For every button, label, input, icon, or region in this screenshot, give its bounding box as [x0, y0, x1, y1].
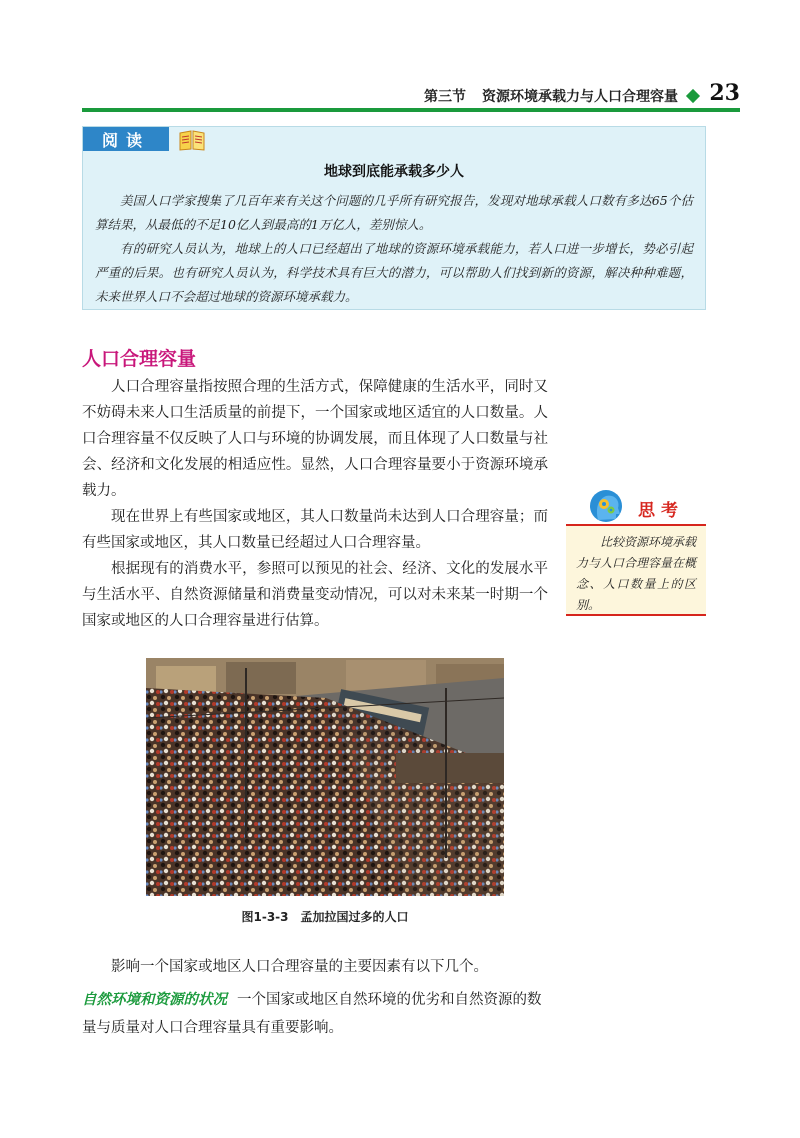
reading-paragraph: 美国人口学家搜集了几百年来有关这个问题的几乎所有研究报告，发现对地球承载人口数有多达65个估算结果，从最低的不足10亿人到最高的1万亿人，差别惊人。 — [95, 193, 693, 232]
reading-paragraph: 有的研究人员认为，地球上的人口已经超出了地球的资源环境承载能力，若人口进一步增长，势必引起严重的后果。也有研究人员认为，科学技术具有巨大的潜力，可以帮助人们找到新的资源，解决种种难题，未来世界人口不会超过地球的资源环境承载力。 — [95, 241, 693, 304]
reading-body — [95, 189, 693, 309]
body-paragraph: 人口合理容量指按照合理的生活方式，保障健康的生活水平，同时又不妨碍未来人口生活质量的前提下，一个国家或地区适宜的人口数量。人口合理容量不仅反映了人口与环境的协调发展，而且体现了人口数量与社会、经济和文化发展的相适应性。显然，人口合理容量要小于资源环境承载力。 — [82, 379, 548, 499]
factor-heading: 自然环境和资源的状况 — [82, 992, 227, 1008]
section-number: 第三节 — [424, 89, 466, 105]
factor-text: 一个国家或地区自然环境的优劣和自然资源的数量与质量对人口合理容量具有重要影响。 — [82, 992, 542, 1036]
reading-tag: 阅读 — [83, 127, 169, 151]
running-head — [424, 86, 678, 106]
page-header — [82, 80, 740, 112]
reading-box — [82, 126, 706, 310]
header-rule — [82, 108, 740, 112]
open-book-icon — [177, 128, 207, 152]
section-heading: 人口合理容量 — [82, 348, 197, 370]
factors-intro — [82, 954, 602, 980]
figure-number: 图1-3-3 — [241, 910, 289, 924]
think-rule — [566, 614, 706, 616]
head-gears-icon — [588, 488, 628, 528]
think-label: 思考 — [638, 501, 684, 521]
page-number: 23 — [709, 80, 740, 106]
think-text: 比较资源环境承载力与人口合理容量在概念、人口数量上的区别。 — [576, 535, 697, 612]
think-box — [566, 488, 706, 628]
body-paragraph: 影响一个国家或地区人口合理容量的主要因素有以下几个。 — [111, 959, 488, 975]
factor-item — [82, 986, 552, 1042]
section-title: 资源环境承载力与人口合理容量 — [482, 89, 678, 105]
figure-caption — [146, 908, 504, 925]
crowd-photo-image — [146, 658, 504, 896]
body-paragraph: 现在世界上有些国家或地区，其人口数量尚未达到人口合理容量；而有些国家或地区，其人口数量已经超过人口合理容量。 — [82, 509, 548, 551]
diamond-icon — [686, 89, 700, 103]
figure-caption-text: 孟加拉国过多的人口 — [300, 910, 409, 924]
crowd-photo — [146, 658, 504, 896]
reading-title: 地球到底能承载多少人 — [324, 164, 464, 180]
main-text — [82, 374, 548, 634]
body-paragraph: 根据现有的消费水平，参照可以预见的社会、经济、文化的发展水平与生活水平、自然资源储量和消费量变动情况，可以对未来某一时期一个国家或地区的人口合理容量进行估算。 — [82, 561, 548, 629]
think-body — [566, 526, 706, 614]
